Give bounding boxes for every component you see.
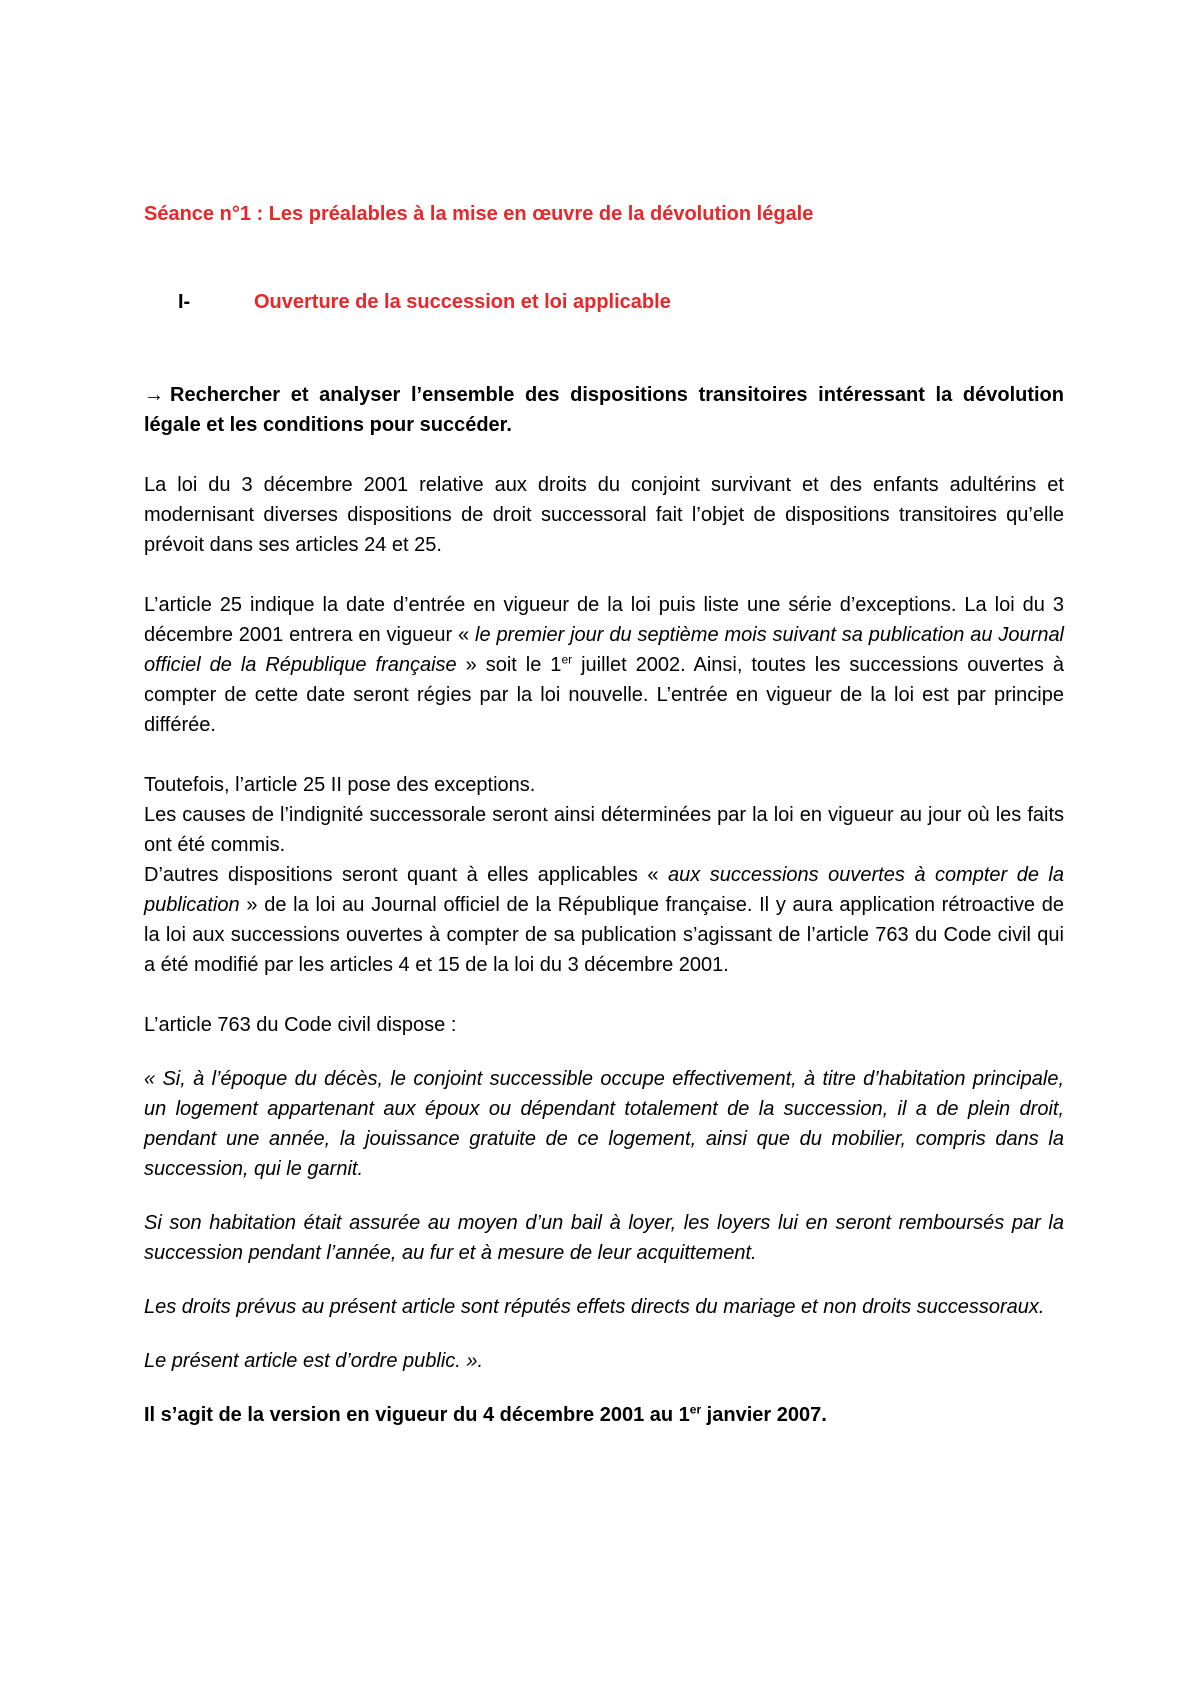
paragraph-law-intro: La loi du 3 décembre 2001 relative aux droits du conjoint survivant et des enfants adultérins et modernisant diverses dispositions de droit successoral fait l’objet de dispositions transitoires qu’elle prévoit dans ses articles 24 et 25. xyxy=(144,474,1064,556)
paragraph-exceptions: Toutefois, l’article 25 II pose des exceptions. xyxy=(144,774,536,796)
text-span: D’autres dispositions seront quant à elles applicables « xyxy=(144,864,668,886)
text-span: » de la loi au Journal officiel de la République française. Il y aura application rétroactive de la loi aux successions ouvertes à compter de sa publication s’agissant de l’article 763 du Code civil qui a été modifié par les articles 4 et 15 de la loi du 3 décembre 2001. xyxy=(144,894,1064,976)
quoted-text: le premier jour du septième mois suivant sa publication au Journal officiel de la République française xyxy=(144,624,1065,676)
section-title: Ouverture de la succession et loi applicable xyxy=(254,291,671,313)
quote-paragraph: Si son habitation était assurée au moyen d’un bail à loyer, les loyers lui en seront remboursés par la succession pendant l’année, au fur et à mesure de leur acquittement. xyxy=(144,1212,1064,1264)
superscript: er xyxy=(561,652,573,667)
article-763-quote xyxy=(144,1064,1064,1376)
text-span: » soit le 1 xyxy=(456,654,562,676)
instruction-text: Rechercher et analyser l’ensemble des dispositions transitoires intéressant la dévolution légale et les conditions pour succéder. xyxy=(144,384,1064,436)
paragraph-version-note xyxy=(144,1400,1064,1430)
instruction-paragraph xyxy=(144,380,1064,440)
quote-paragraph: « Si, à l’époque du décès, le conjoint successible occupe effectivement, à titre d’habitation principale, un logement appartenant aux époux ou dépendant totalement de la succession, il a de plein droit, pendant une année, la jouissance gratuite de ce logement, ainsi que du mobilier, compris dans la succession, qui le garnit. xyxy=(144,1068,1064,1180)
text-span: juillet 2002. Ainsi, toutes les successions ouvertes à compter de cette date seront régies par la loi nouvelle. L’entrée en vigueur de la loi est par principe différée. xyxy=(144,654,1064,736)
paragraph-indignite: Les causes de l’indignité successorale seront ainsi déterminées par la loi en vigueur au jour où les faits ont été commis. xyxy=(144,804,1064,856)
text-span: Il s’agit de la version en vigueur du 4 décembre 2001 au 1 xyxy=(144,1404,690,1426)
section-heading xyxy=(178,289,671,315)
arrow-right-icon: → xyxy=(144,384,164,406)
text-span: L’article 25 indique la date d’entrée en vigueur de la loi puis liste une série d’exceptions. La loi du 3 décembre 2001 entrera en vigueur « xyxy=(144,594,1064,646)
text-span: janvier 2007. xyxy=(701,1404,827,1426)
document-title: Séance n°1 : Les préalables à la mise en œuvre de la dévolution légale xyxy=(144,203,814,225)
paragraph-article-25 xyxy=(144,590,1064,740)
paragraph-article-763-intro: L’article 763 du Code civil dispose : xyxy=(144,1014,457,1036)
document-body xyxy=(144,380,1064,1430)
paragraph-other-dispositions xyxy=(144,860,1064,980)
quote-paragraph: Les droits prévus au présent article sont réputés effets directs du mariage et non droits successoraux. xyxy=(144,1296,1045,1318)
quoted-text: aux successions ouvertes à compter de la publication xyxy=(144,864,1064,916)
superscript: er xyxy=(689,1402,702,1417)
section-number: I- xyxy=(178,291,191,313)
quote-paragraph: Le présent article est d’ordre public. ». xyxy=(144,1350,484,1372)
